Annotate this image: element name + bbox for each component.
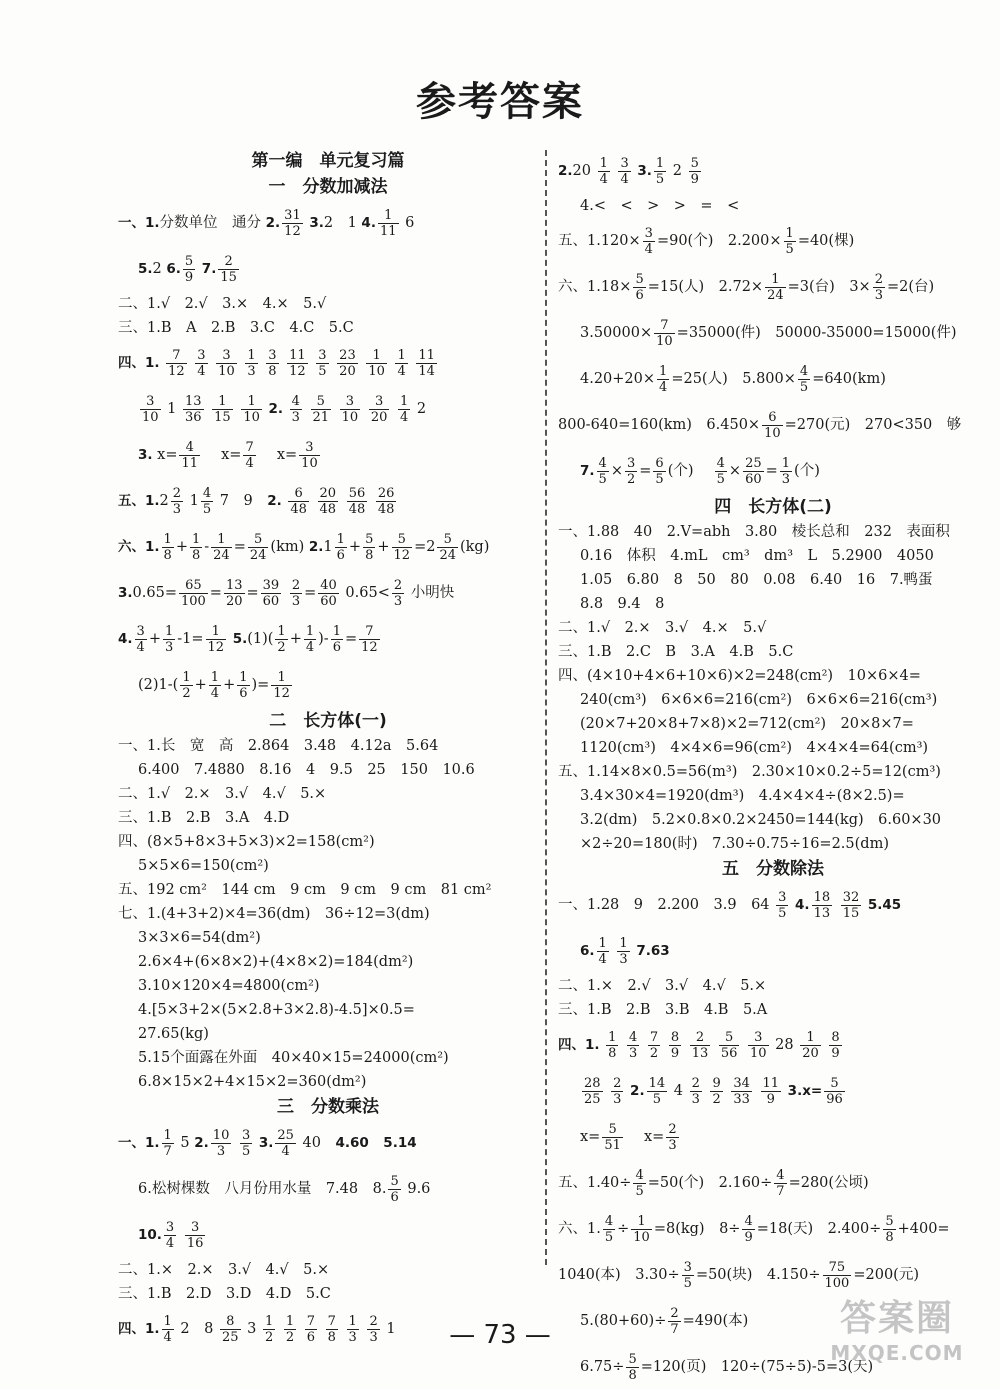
- answer-line: 5×5×6=150(cm²): [138, 858, 269, 874]
- fraction: $\frac{8}{25}$: [221, 1313, 239, 1345]
- fraction: $\frac{3}{4}$: [644, 225, 653, 257]
- fraction: $\frac{4}{9}$: [744, 1213, 753, 1245]
- fraction: $\frac{4}{5}$: [635, 1167, 644, 1199]
- fraction: $\frac{4}{3}$: [629, 1029, 638, 1061]
- fraction: $\frac{8}{9}$: [831, 1029, 840, 1061]
- fraction: $\frac{1}{4}$: [397, 347, 406, 379]
- fraction: $\frac{1}{2}$: [264, 1313, 274, 1345]
- answer-line: 二、1.√ 2.× 3.√ 4.√ 5.×: [118, 786, 327, 802]
- fraction: $\frac{6}{10}$: [764, 409, 781, 441]
- answer-line: 3×3×6=54(dm²): [138, 930, 261, 946]
- answer-line: 2.6×4+(6×8×2)+(4×8×2)=184(dm²): [138, 954, 414, 970]
- answer-line: 4.20+20× $\frac{1}{4}$ =25(人) 5.800× $\frac{4}{5}$ =640(km): [580, 363, 886, 395]
- fraction: $\frac{5}{21}$: [312, 393, 330, 425]
- answer-line: 三、1.B 2.B 3.B 4.B 5.A: [558, 1002, 768, 1018]
- fraction: $\frac{3}{5}$: [778, 889, 787, 921]
- fraction: $\frac{7}{12}$: [361, 623, 378, 655]
- answer-line: 四、(8×5+8×3+5×3)×2=158(cm²): [118, 834, 375, 850]
- answer-line: 二、1.√ 2.× 3.√ 4.× 5.√: [558, 620, 767, 636]
- fraction: $\frac{1}{3}$: [247, 347, 256, 379]
- answer-line: 五、192 cm² 144 cm 9 cm 9 cm 9 cm 81 cm²: [118, 882, 492, 898]
- fraction: $\frac{1}{2}$: [277, 623, 286, 655]
- fraction: $\frac{3}{10}$: [301, 439, 318, 471]
- answer-line: 6.400 7.4880 8.16 4 9.5 25 150 10.6: [138, 762, 475, 778]
- answer-line: 五、1.14×8×0.5=56(m³) 2.30×10×0.2÷5=12(cm³): [558, 764, 941, 780]
- fraction: $\frac{1}{12}$: [273, 669, 290, 701]
- fraction: $\frac{3}{10}$: [750, 1029, 767, 1061]
- fraction: $\frac{32}{15}$: [842, 889, 860, 921]
- answer-line: 四、(4×10+4×6+10×6)×2=248(cm²) 10×6×4=: [558, 668, 921, 684]
- fraction: $\frac{4}{7}$: [776, 1167, 785, 1199]
- fraction: $\frac{25}{60}$: [745, 455, 762, 487]
- fraction: $\frac{1}{12}$: [207, 623, 225, 655]
- fraction: $\frac{20}{48}$: [319, 485, 337, 517]
- unit-heading-3: 三 分数乘法: [277, 1097, 379, 1117]
- answer-line: 3. x= $\frac{4}{11}$ x= $\frac{7}{4}$ x= $\frac{3}{10}$: [138, 439, 318, 471]
- fraction: $\frac{2}{15}$: [220, 253, 237, 285]
- answer-line: 三、1.B 2.D 3.D 4.D 5.C: [118, 1286, 331, 1302]
- answer-line: 二、1.× 2.× 3.√ 4.√ 5.×: [118, 1262, 330, 1278]
- answer-line: 一、1.28 9 2.200 3.9 64 $\frac{3}{5}$ 4. $\frac{18}{13}$ $\frac{32}{15}$ 5.45: [558, 889, 902, 921]
- answer-line: 三、1.B 2.C B 3.A 4.B 5.C: [558, 644, 794, 660]
- answer-line: 二、1.× 2.√ 3.√ 4.√ 5.×: [558, 978, 767, 994]
- answer-line: 3.2(dm) 5.2×0.8×0.2×2450=144(kg) 6.60×30: [580, 812, 942, 828]
- answer-line: x= $\frac{5}{51}$ x= $\frac{2}{3}$: [580, 1121, 677, 1153]
- fraction: $\frac{11}{14}$: [418, 347, 435, 379]
- fraction: $\frac{23}{20}$: [339, 347, 356, 379]
- fraction: $\frac{1}{3}$: [619, 935, 628, 967]
- fraction: $\frac{11}{12}$: [289, 347, 306, 379]
- fraction: $\frac{3}{5}$: [318, 347, 327, 379]
- fraction: $\frac{1}{8}$: [608, 1029, 617, 1061]
- answer-line: 三、1.B 2.B 3.A 4.D: [118, 810, 290, 826]
- answer-line: $\frac{28}{25}$ $\frac{2}{3}$ 2. $\frac{14}{5}$ 4 $\frac{2}{3}$ $\frac{9}{2}$ $\frac{34}{33}$ $\frac{11}{9}$ 3.x= $\frac{5}{96}$: [584, 1075, 843, 1107]
- fraction: $\frac{4}{5}$: [598, 455, 607, 487]
- fraction: $\frac{1}{15}$: [214, 393, 231, 425]
- fraction: $\frac{7}{2}$: [649, 1029, 659, 1061]
- column-divider: [545, 150, 547, 1265]
- answer-line: 27.65(kg): [138, 1026, 209, 1042]
- fraction: $\frac{10}{3}$: [212, 1127, 230, 1159]
- fraction: $\frac{5}{6}$: [390, 1173, 399, 1205]
- fraction: $\frac{4}{5}$: [604, 1213, 614, 1245]
- answer-line: 五、1.120× $\frac{3}{4}$ =90(个) 2.200× $\frac{1}{5}$ =40(棵): [558, 225, 855, 257]
- answer-line: 240(cm³) 6×6×6=216(cm²) 6×6×6=216(cm³): [580, 692, 938, 708]
- answer-line: 10. $\frac{3}{4}$ $\frac{3}{16}$: [138, 1219, 204, 1251]
- fraction: $\frac{1}{11}$: [379, 207, 397, 239]
- fraction: $\frac{3}{4}$: [620, 155, 629, 187]
- answer-line: 二、1.√ 2.√ 3.× 4.× 5.√: [118, 296, 327, 312]
- fraction: $\frac{14}{5}$: [648, 1075, 666, 1107]
- fraction: $\frac{2}{3}$: [291, 577, 301, 609]
- answer-line: 3.10×120×4=4800(cm²): [138, 978, 320, 994]
- fraction: $\frac{1}{6}$: [336, 531, 345, 563]
- fraction: $\frac{1}{20}$: [802, 1029, 819, 1061]
- fraction: $\frac{1}{8}$: [191, 531, 201, 563]
- fraction: $\frac{7}{6}$: [306, 1313, 316, 1345]
- fraction: $\frac{3}{2}$: [626, 455, 636, 487]
- fraction: $\frac{1}{8}$: [163, 531, 172, 563]
- fraction: $\frac{8}{9}$: [670, 1029, 680, 1061]
- fraction: $\frac{5}{51}$: [604, 1121, 621, 1153]
- answer-line: 4.< < > > = <: [580, 198, 740, 214]
- watermark-url: MXQE.COM: [830, 1341, 964, 1365]
- fraction: $\frac{5}{6}$: [635, 271, 644, 303]
- fraction: $\frac{3}{4}$: [136, 623, 145, 655]
- fraction: $\frac{4}{5}$: [716, 455, 725, 487]
- fraction: $\frac{25}{4}$: [277, 1127, 294, 1159]
- fraction: $\frac{1}{7}$: [163, 1127, 172, 1159]
- fraction: $\frac{13}{20}$: [225, 577, 243, 609]
- fraction: $\frac{56}{48}$: [348, 485, 366, 517]
- fraction: $\frac{4}{11}$: [181, 439, 199, 471]
- fraction: $\frac{18}{13}$: [813, 889, 831, 921]
- fraction: $\frac{1}{5}$: [655, 155, 665, 187]
- fraction: $\frac{2}{3}$: [874, 271, 883, 303]
- answer-line: 六、1. $\frac{1}{8}$ + $\frac{1}{8}$ - $\frac{1}{24}$ = $\frac{5}{24}$ (km) 2.1 $\frac{1}{6}$ + $\frac{5}{8}$ + $\frac{5}{12}$ =2 $\frac{5}{24}$ (kg): [118, 531, 490, 563]
- fraction: $\frac{40}{60}$: [320, 577, 337, 609]
- fraction: $\frac{9}{2}$: [712, 1075, 721, 1107]
- fraction: $\frac{1}{3}$: [348, 1313, 357, 1345]
- unit-heading-1: 一 分数加减法: [268, 177, 388, 197]
- answer-line: 3.50000× $\frac{7}{10}$ =35000(件) 50000-35000=15000(件): [580, 317, 957, 349]
- fraction: $\frac{4}{5}$: [799, 363, 809, 395]
- fraction: $\frac{11}{9}$: [762, 1075, 780, 1107]
- fraction: $\frac{2}{3}$: [613, 1075, 622, 1107]
- answer-line: 4. $\frac{3}{4}$ + $\frac{1}{3}$ -1= $\frac{1}{12}$ 5.(1)( $\frac{1}{2}$ + $\frac{1}{4}$ )- $\frac{1}{6}$ = $\frac{7}{12}$: [118, 623, 378, 655]
- answer-line: 4.[5×3+2×(5×2.8+3×2.8)-4.5]×0.5=: [138, 1002, 415, 1018]
- answer-line: 五、1.40÷ $\frac{4}{5}$ =50(个) 2.160÷ $\frac{4}{7}$ =280(公顷): [558, 1167, 869, 1199]
- fraction: $\frac{2}{3}$: [668, 1121, 677, 1153]
- answer-line: 6.75÷ $\frac{5}{8}$ =120(页) 120÷(75÷5)-5=3(天): [580, 1351, 874, 1383]
- fraction: $\frac{7}{10}$: [656, 317, 673, 349]
- section-title: 第一编 单元复习篇: [251, 151, 405, 171]
- fraction: $\frac{7}{4}$: [245, 439, 254, 471]
- fraction: $\frac{1}{6}$: [332, 623, 341, 655]
- fraction: $\frac{5}{24}$: [439, 531, 456, 563]
- fraction: $\frac{5}{56}$: [720, 1029, 738, 1061]
- fraction: $\frac{4}{5}$: [202, 485, 212, 517]
- fraction: $\frac{34}{33}$: [733, 1075, 750, 1107]
- answer-line: 一、1.分数单位 通分 2. $\frac{31}{12}$ 3.2 1 4. $\frac{1}{11}$ 6: [118, 207, 415, 239]
- page-number: — 73 —: [449, 1320, 551, 1350]
- fraction: $\frac{2}{3}$: [369, 1313, 378, 1345]
- unit-heading-5: 五 分数除法: [722, 859, 824, 879]
- answer-line: 一、1. $\frac{1}{7}$ 5 2. $\frac{10}{3}$ $\frac{3}{5}$ 3. $\frac{25}{4}$ 40 4.60 5.14: [118, 1127, 417, 1159]
- answer-line: 800-640=160(km) 6.450× $\frac{6}{10}$ =270(元) 270<350 够: [558, 409, 962, 441]
- fraction: $\frac{1}{4}$: [598, 935, 607, 967]
- fraction: $\frac{1}{24}$: [767, 271, 784, 303]
- fraction: $\frac{6}{5}$: [655, 455, 664, 487]
- fraction: $\frac{3}{16}$: [186, 1219, 204, 1251]
- answer-line: 3.0.65= $\frac{65}{100}$ = $\frac{13}{20}$ = $\frac{39}{60}$ $\frac{2}{3}$ = $\frac{40}{60}$ 0.65< $\frac{2}{3}$ 小明快: [118, 577, 455, 609]
- fraction: $\frac{1}{24}$: [213, 531, 230, 563]
- fraction: $\frac{13}{36}$: [185, 393, 202, 425]
- fraction: $\frac{1}{10}$: [243, 393, 260, 425]
- answer-line: 5.2 6. $\frac{5}{9}$ 7. $\frac{2}{15}$: [138, 253, 237, 285]
- fraction: $\frac{1}{3}$: [164, 623, 174, 655]
- fraction: $\frac{5}{24}$: [249, 531, 267, 563]
- unit-heading-2: 二 长方体(一): [269, 711, 387, 731]
- fraction: $\frac{3}{5}$: [683, 1259, 692, 1291]
- fraction: $\frac{39}{60}$: [262, 577, 280, 609]
- answer-line: $\frac{3}{10}$ 1 $\frac{13}{36}$ $\frac{1}{15}$ $\frac{1}{10}$ 2. $\frac{4}{3}$ $\frac{5}{21}$ $\frac{3}{10}$ $\frac{3}{20}$ $\frac{1}{4}$ 2: [142, 393, 427, 425]
- fraction: $\frac{3}{5}$: [241, 1127, 251, 1159]
- fraction: $\frac{1}{4}$: [210, 669, 220, 701]
- fraction: $\frac{28}{25}$: [584, 1075, 601, 1107]
- page-title: 参考答案: [416, 79, 584, 125]
- fraction: $\frac{1}{4}$: [399, 393, 409, 425]
- fraction: $\frac{7}{12}$: [168, 347, 185, 379]
- fraction: $\frac{5}{12}$: [393, 531, 411, 563]
- unit-heading-4: 四 长方体(二): [714, 497, 832, 517]
- fraction: $\frac{1}{2}$: [182, 669, 191, 701]
- watermark-logo: [812, 1290, 982, 1365]
- answer-line: 8.8 9.4 8: [580, 596, 665, 612]
- fraction: $\frac{2}{3}$: [691, 1075, 700, 1107]
- answer-line: 四、1. $\frac{7}{12}$ $\frac{3}{4}$ $\frac{3}{10}$ $\frac{1}{3}$ $\frac{3}{8}$ $\frac{11}{12}$ $\frac{3}{5}$ $\frac{23}{20}$ $\frac{1}{10}$ $\frac{1}{4}$ $\frac{11}{14}$: [118, 347, 435, 379]
- fraction: $\frac{65}{100}$: [180, 577, 206, 609]
- fraction: $\frac{26}{48}$: [377, 485, 395, 517]
- answer-line: 2.20 $\frac{1}{4}$ $\frac{3}{4}$ 3. $\frac{1}{5}$ 2 $\frac{5}{9}$: [558, 155, 699, 187]
- fraction: $\frac{5}{96}$: [826, 1075, 843, 1107]
- answer-line: 七、1.(4+3+2)×4=36(dm) 36÷12=3(dm): [118, 906, 430, 922]
- answer-line: ×2÷20=180(时) 7.30÷0.75÷16=2.5(dm): [580, 836, 889, 852]
- fraction: $\frac{2}{3}$: [172, 485, 182, 517]
- fraction: $\frac{5}{9}$: [184, 253, 194, 285]
- answer-line: (2)1-( $\frac{1}{2}$ + $\frac{1}{4}$ + $\frac{1}{6}$ )= $\frac{1}{12}$: [138, 669, 290, 701]
- answer-line: 7. $\frac{4}{5}$ × $\frac{3}{2}$ = $\frac{6}{5}$ (个) $\frac{4}{5}$ × $\frac{25}{60}$ = $\frac{1}{3}$ (个): [580, 455, 820, 487]
- answer-line: 六、1.18× $\frac{5}{6}$ =15(人) 2.72× $\frac{1}{24}$ =3(台) 3× $\frac{2}{3}$ =2(台): [558, 271, 935, 303]
- right-column: [558, 148, 988, 1390]
- answer-line: 五、1.2 $\frac{2}{3}$ 1 $\frac{4}{5}$ 7 9 2. $\frac{6}{48}$ $\frac{20}{48}$ $\frac{56}{48}$ $\frac{26}{48}$: [118, 485, 395, 517]
- fraction: $\frac{3}{20}$: [370, 393, 388, 425]
- fraction: $\frac{1}{4}$: [305, 623, 315, 655]
- fraction: $\frac{1}{3}$: [781, 455, 791, 487]
- fraction: $\frac{1}{6}$: [239, 669, 248, 701]
- answer-line: 1040(本) 3.30÷ $\frac{3}{5}$ =50(块) 4.150÷ $\frac{75}{100}$ =200(元): [558, 1259, 919, 1291]
- answer-line: 六、1. $\frac{4}{5}$ ÷ $\frac{1}{10}$ =8(kg) 8÷ $\frac{4}{9}$ =18(天) 2.400÷ $\frac{5}{8}$ +400=: [558, 1213, 950, 1245]
- fraction: $\frac{6}{48}$: [290, 485, 307, 517]
- fraction: $\frac{1}{10}$: [633, 1213, 650, 1245]
- answer-line: (20×7+20×8+7×8)×2=712(cm²) 20×8×7=: [580, 716, 914, 732]
- fraction: $\frac{7}{8}$: [327, 1313, 336, 1345]
- fraction: $\frac{31}{12}$: [284, 207, 301, 239]
- answer-line: 6. $\frac{1}{4}$ $\frac{1}{3}$ 7.63: [580, 935, 670, 967]
- fraction: $\frac{5}{8}$: [885, 1213, 894, 1245]
- fraction: $\frac{3}{10}$: [218, 347, 235, 379]
- answer-line: 6.8×15×2+4×15×2=360(dm²): [138, 1074, 367, 1090]
- fraction: $\frac{5}{9}$: [690, 155, 699, 187]
- fraction: $\frac{1}{4}$: [659, 363, 668, 395]
- fraction: $\frac{2}{7}$: [670, 1305, 679, 1337]
- fraction: $\frac{5}{8}$: [628, 1351, 637, 1383]
- fraction: $\frac{3}{4}$: [197, 347, 206, 379]
- fraction: $\frac{3}{8}$: [268, 347, 277, 379]
- answer-line: 5.(80+60)÷ $\frac{2}{7}$ =490(本): [580, 1305, 749, 1337]
- answer-line: 5.15个面露在外面 40×40×15=24000(cm²): [138, 1050, 449, 1066]
- answer-line: 1120(cm³) 4×4×6=96(cm²) 4×4×4=64(cm³): [580, 740, 929, 756]
- fraction: $\frac{3}{10}$: [142, 393, 159, 425]
- answer-line: 三、1.B A 2.B 3.C 4.C 5.C: [118, 320, 354, 336]
- fraction: $\frac{5}{8}$: [365, 531, 374, 563]
- fraction: $\frac{4}{3}$: [291, 393, 300, 425]
- answer-line: 1.05 6.80 8 50 80 0.08 6.40 16 7.鸭蛋: [580, 572, 933, 588]
- watermark-text: 答案圈: [839, 1298, 954, 1339]
- fraction: $\frac{1}{4}$: [599, 155, 608, 187]
- fraction: $\frac{3}{4}$: [165, 1219, 175, 1251]
- fraction: $\frac{1}{10}$: [368, 347, 385, 379]
- answer-line: 6.松树棵数 八月份用水量 7.48 8. $\frac{5}{6}$ 9.6: [138, 1173, 431, 1205]
- answer-line: 一、1.长 宽 高 2.864 3.48 4.12a 5.64: [118, 738, 439, 754]
- answer-line: 0.16 体积 4.mL cm³ dm³ L 5.2900 4050: [580, 548, 934, 564]
- fraction: $\frac{2}{13}$: [691, 1029, 709, 1061]
- answer-line: 四、1. $\frac{1}{4}$ 2 8 $\frac{8}{25}$ 3 $\frac{1}{2}$ $\frac{1}{2}$ $\frac{7}{6}$ $\frac{7}{8}$ $\frac{1}{3}$ $\frac{2}{3}$ 1: [118, 1313, 396, 1345]
- answer-line: 四、1. $\frac{1}{8}$ $\frac{4}{3}$ $\frac{7}{2}$ $\frac{8}{9}$ $\frac{2}{13}$ $\frac{5}{56}$ $\frac{3}{10}$ 28 $\frac{1}{20}$ $\frac{8}{9}$: [558, 1029, 840, 1061]
- fraction: $\frac{2}{3}$: [393, 577, 403, 609]
- fraction: $\frac{1}{4}$: [163, 1313, 172, 1345]
- fraction: $\frac{75}{100}$: [824, 1259, 850, 1291]
- answer-line: 一、1.88 40 2.V=abh 3.80 棱长总和 232 表面积: [558, 524, 950, 540]
- fraction: $\frac{3}{10}$: [341, 393, 359, 425]
- answer-line: 3.4×30×4=1920(dm³) 4.4×4×4÷(8×2.5)=: [580, 788, 905, 804]
- fraction: $\frac{1}{5}$: [785, 225, 794, 257]
- left-column: [118, 148, 538, 1352]
- fraction: $\frac{1}{2}$: [285, 1313, 295, 1345]
